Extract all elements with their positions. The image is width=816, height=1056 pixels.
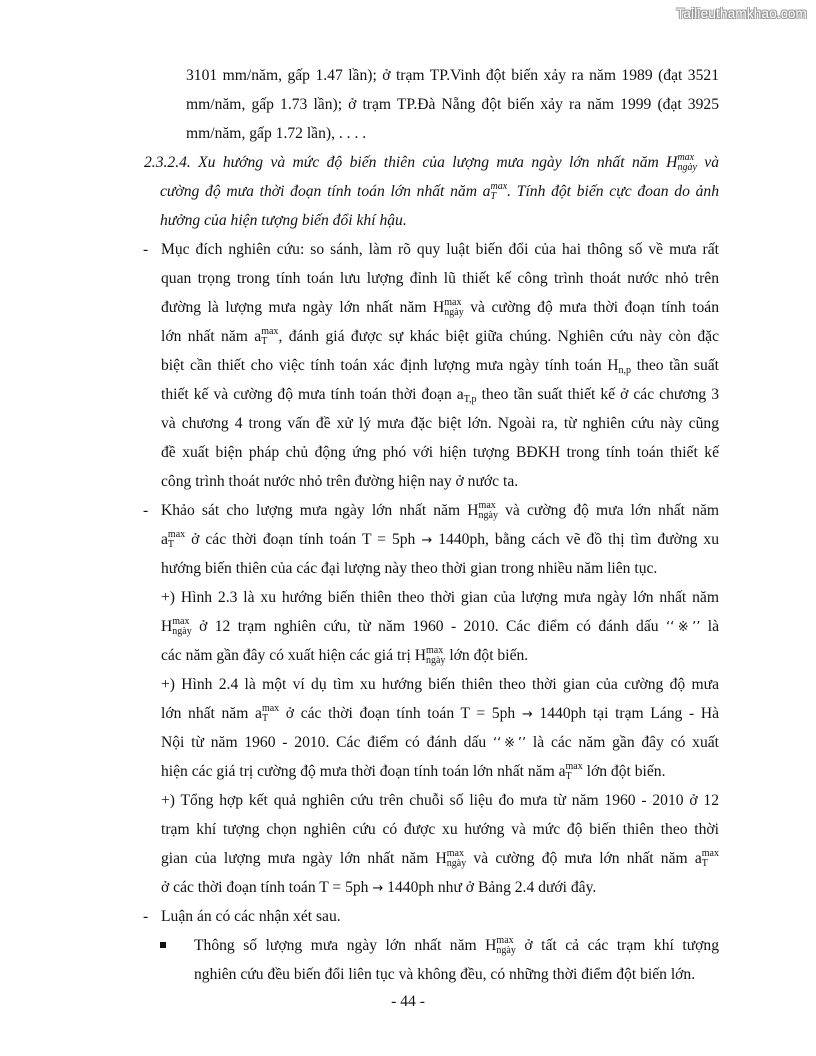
p5-line-3: gian của lượng mưa ngày lớn nhất năm $H_{ngày}^{max}$ và cường độ mưa lớn nhất năm $a_T^{max}$ xyxy=(161,848,719,869)
p1-line-6: thiết kế và cường độ mưa tính toán thời đoạn $a_{T,p}$ theo tần suất thiết kế ở các chương 3 xyxy=(161,386,719,405)
p1-line-4: lớn nhất năm $a_T^{max}$, đánh giá được sự khác biệt giữa chúng. Nghiên cứu này còn đặc xyxy=(161,326,720,347)
arrow-icon: → xyxy=(521,707,533,722)
list-dash: - xyxy=(143,908,149,925)
p7-line-1: Thông số lượng mưa ngày lớn nhất năm $H_{ngày}^{max}$ ở tất cả các trạm khí tượng xyxy=(194,935,719,956)
mark-symbol-icon: ‘‘※’’ xyxy=(492,736,527,751)
p3-line-2: $H_{ngày}^{max}$ ở 12 trạm nghiên cứu, từ năm 1960 - 2010. Các điểm có đánh dấu ‘‘※’’ là xyxy=(161,616,720,637)
page-number: - 44 - xyxy=(391,993,425,1010)
p4-line-4: hiện các giá trị cường độ mưa thời đoạn tính toán lớn nhất năm $a_T^{max}$ lớn đột biến. xyxy=(161,761,666,782)
section-heading-line-1: 2.3.2.4. Xu hướng và mức độ biến thiên của lượng mưa ngày lớn nhất năm $H_{ngày}^{max}$ và xyxy=(144,152,719,173)
arrow-icon: → xyxy=(372,881,384,896)
p2-line-3: hướng biến thiên của các đại lượng này theo thời gian trong nhiều năm liên tục. xyxy=(161,560,658,577)
list-dash: - xyxy=(143,241,149,258)
p2-line-2: $a_T^{max}$ ở các thời đoạn tính toán T = 5ph → 1440ph, bằng cách vẽ đồ thị tìm đường xu xyxy=(161,529,719,550)
p6-line-1: Luận án có các nhận xét sau. xyxy=(161,908,341,925)
p1-line-3: đường là lượng mưa ngày lớn nhất năm $H_{ngày}^{max}$ và cường độ mưa thời đoạn tính toán xyxy=(161,297,719,318)
mark-symbol-icon: ‘‘※’’ xyxy=(665,620,701,635)
intro-line-1: 3101 mm/năm, gấp 1.47 lần); ở trạm TP.Vinh đột biến xảy ra năm 1989 (đạt 3521 xyxy=(186,67,719,84)
watermark: Tailieuthamkhao.com xyxy=(676,6,807,21)
list-dash: - xyxy=(143,502,149,519)
p4-line-2: lớn nhất năm $a_T^{max}$ ở các thời đoạn tính toán T = 5ph → 1440ph tại trạm Láng - Hà xyxy=(161,703,720,724)
p2-line-1: Khảo sát cho lượng mưa ngày lớn nhất năm $H_{ngày}^{max}$ và cường độ mưa lớn nhất năm xyxy=(161,500,719,521)
p1-line-8: đề xuất biện pháp chủ động ứng phó với hiện tượng BĐKH trong tính toán thiết kế xyxy=(161,444,719,461)
p1-line-9: công trình thoát nước nhỏ trên đường hiện nay ở nước ta. xyxy=(161,473,519,490)
p5-line-1: +) Tổng hợp kết quả nghiên cứu trên chuỗi số liệu đo mưa từ năm 1960 - 2010 ở 12 xyxy=(161,792,719,809)
p4-line-3: Nội từ năm 1960 - 2010. Các điểm có đánh dấu ‘‘※’’ là các năm gần đây có xuất xyxy=(161,734,720,751)
p1-line-2: quan trọng trong tính toán lưu lượng đỉnh lũ thiết kế công trình thoát nước nhỏ trên xyxy=(161,270,719,287)
p5-line-2: trạm khí tượng chọn nghiên cứu có được xu hướng và mức độ biến thiên theo thời xyxy=(161,821,719,838)
p1-line-1: Mục đích nghiên cứu: so sánh, làm rõ quy luật biến đổi của hai thông số về mưa rất xyxy=(161,241,719,258)
p5-line-4: ở các thời đoạn tính toán T = 5ph → 1440ph như ở Bảng 2.4 dưới đây. xyxy=(161,879,597,896)
p4-line-1: +) Hình 2.4 là một ví dụ tìm xu hướng biến thiên theo thời gian của cường độ mưa xyxy=(161,676,719,693)
section-heading-line-3: hưởng của hiện tượng biến đổi khí hậu. xyxy=(160,212,407,229)
p7-line-2: nghiên cứu đều biến đổi liên tục và không đều, có những thời điểm đột biến lớn. xyxy=(194,966,696,983)
square-bullet-icon xyxy=(160,942,166,948)
p1-line-7: và chương 4 trong vấn đề xử lý mưa đặc biệt lớn. Ngoài ra, từ nghiên cứu này cũng xyxy=(161,415,719,432)
arrow-icon: → xyxy=(421,533,433,548)
intro-line-3: mm/năm, gấp 1.72 lần), . . . . xyxy=(186,125,367,142)
section-heading-line-2: cường độ mưa thời đoạn tính toán lớn nhất năm $a_T^{max}$. Tính đột biến cực đoan do ảnh xyxy=(160,181,719,202)
p3-line-3: các năm gần đây có xuất hiện các giá trị $H_{ngày}^{max}$ lớn đột biến. xyxy=(161,645,529,666)
p1-line-5: biệt cần thiết cho việc tính toán xác định lượng mưa ngày tính toán $H_{n,p}$ theo tần suất xyxy=(161,357,720,376)
p3-line-1: +) Hình 2.3 là xu hướng biến thiên theo thời gian của lượng mưa ngày lớn nhất năm xyxy=(161,589,719,606)
intro-line-2: mm/năm, gấp 1.73 lần); ở trạm TP.Đà Nẵng đột biến xảy ra năm 1999 (đạt 3925 xyxy=(186,96,719,113)
